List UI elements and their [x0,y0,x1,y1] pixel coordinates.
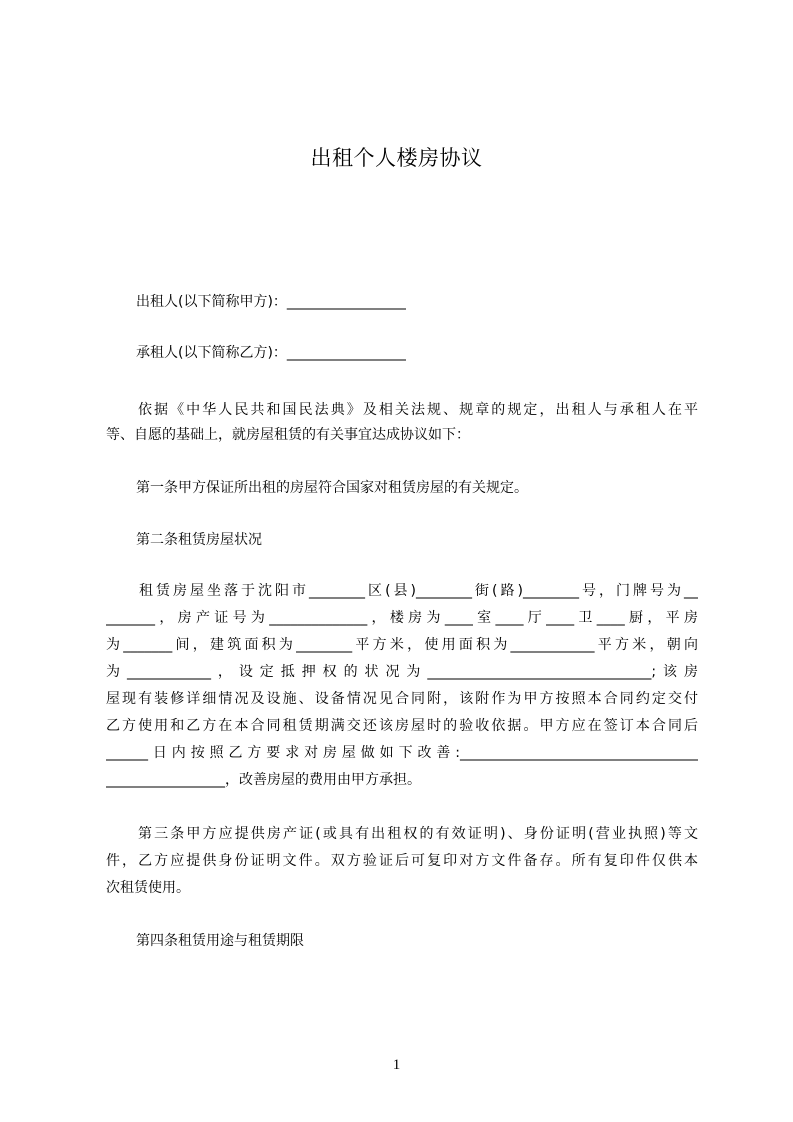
page-number: 1 [392,1057,401,1073]
article-2-line-5: 屋现有装修详细情况及设施、设备情况见合同附，该附作为甲方按照本合同约定交付 [106,691,698,707]
article-3-line-2: 件，乙方应提供身份证明文件。双方验证后可复印对方文件备存。所有复印件仅供本 [106,853,698,869]
lessee-line: 承租人(以下简称乙方)：_________________ [136,345,406,361]
article-2-line-3: 为_______间，建筑面积为________平方米，使用面积为____________平方米，朝向 [106,637,698,653]
article-3-line-3: 次租赁使用。 [106,880,190,896]
article-3-line-1: 第三条甲方应提供房产证(或具有出租权的有效证明)、身份证明(营业执照)等文 [138,826,698,842]
article-2-heading: 第二条租赁房屋状况 [136,532,262,548]
article-2-line-4: 为____________，设定抵押权的状况为________________________________;该房 [106,664,698,680]
article-4-heading: 第四条租赁用途与租赁期限 [136,933,304,949]
article-2-line-7: ______日内按照乙方要求对房屋做如下改善:__________________________________ [106,745,698,761]
article-2-line-1: 租赁房屋坐落于沈阳市________区(县)________街(路)________号，门牌号为__ [139,583,698,599]
article-2-line-6: 乙方使用和乙方在本合同租赁期满交还该房屋时的验收依据。甲方应在签订本合同后 [106,718,698,734]
lessor-line: 出租人(以下简称甲方)：_________________ [136,294,406,310]
document-title: 出租个人楼房协议 [310,146,483,170]
article-1: 第一条甲方保证所出租的房屋符合国家对租赁房屋的有关规定。 [136,480,528,496]
article-2-line-2: _______，房产证号为______________，楼房为____室____厅____卫____厨，平房 [106,610,698,626]
intro-line-1: 依据《中华人民共和国民法典》及相关法规、规章的规定，出租人与承租人在平 [138,402,698,418]
intro-line-2: 等、自愿的基础上，就房屋租赁的有关事宜达成协议如下： [106,427,470,443]
article-2-line-8: _________________，改善房屋的费用由甲方承担。 [106,772,421,788]
